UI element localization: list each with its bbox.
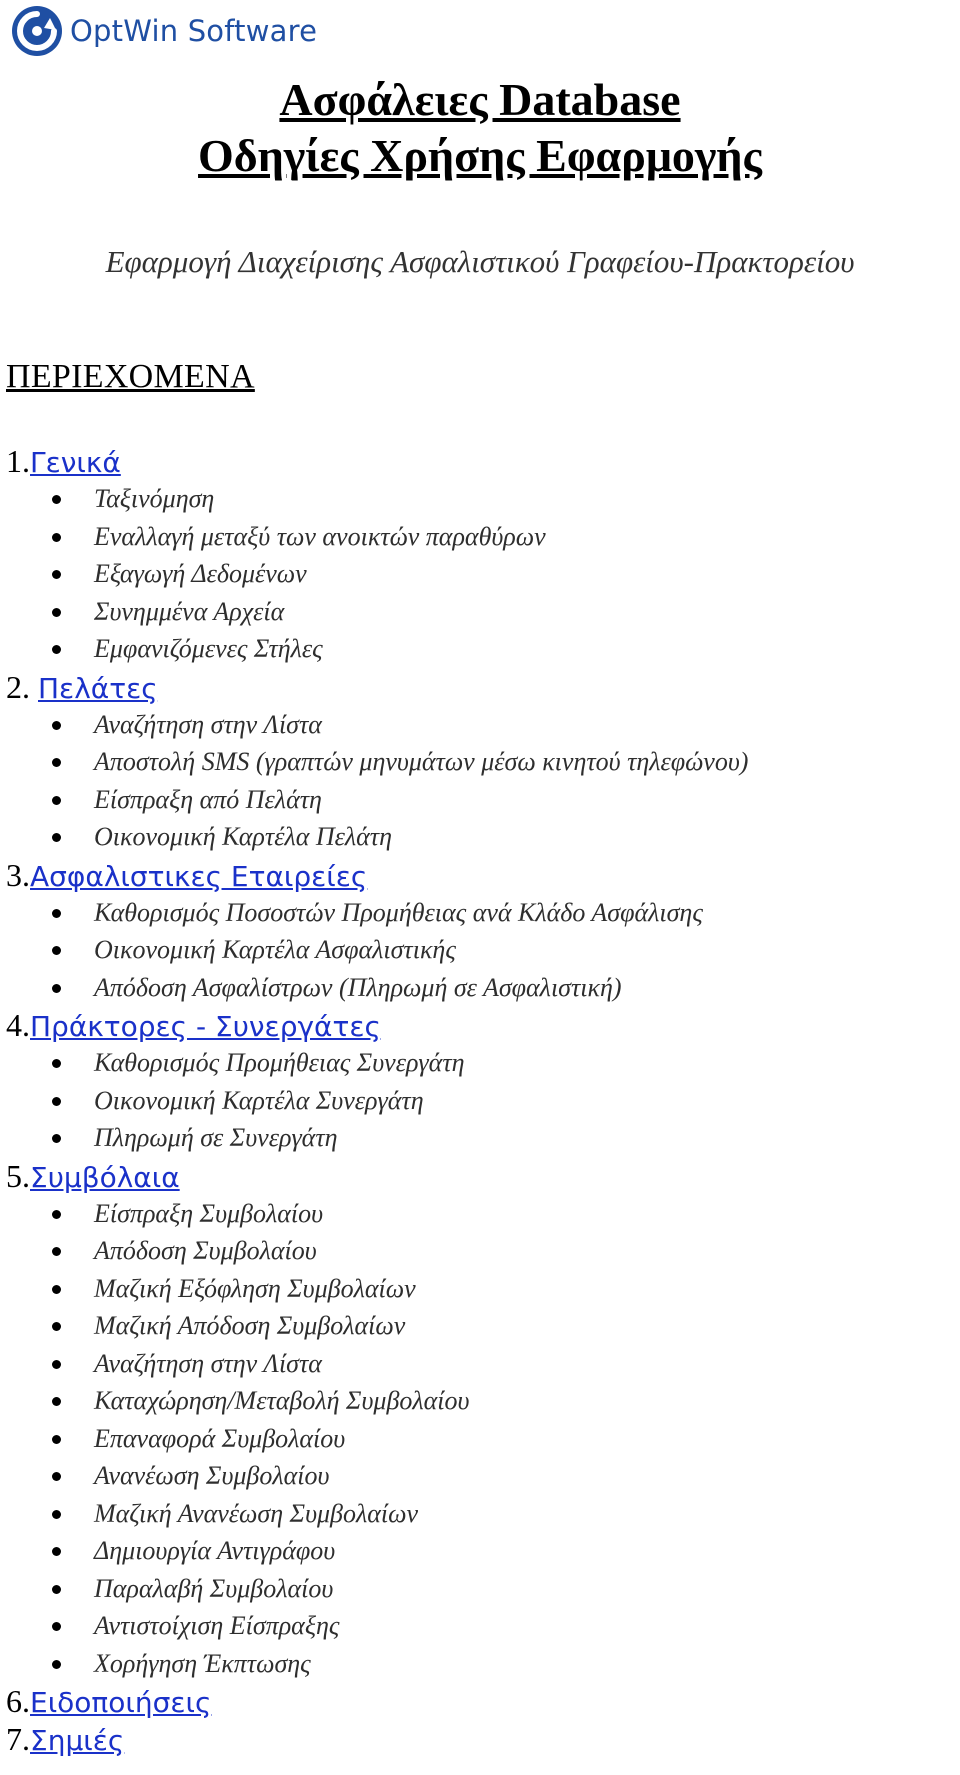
- toc-section-heading: [6, 1720, 956, 1758]
- title-line-2: Οδηγίες Χρήσης Εφαρμογής: [198, 130, 762, 181]
- section-link[interactable]: Ειδοποιήσεις: [30, 1686, 212, 1719]
- list-item: [6, 1082, 956, 1120]
- bullet-icon: [52, 1097, 61, 1106]
- list-item-label: Ταξινόμηση: [94, 484, 215, 513]
- bullet-icon: [52, 1134, 61, 1143]
- list-item-label: Αποστολή SMS (γραπτών μηνυμάτων μέσω κινητού τηλεφώνου): [94, 747, 749, 776]
- list-item-label: Απόδοση Συμβολαίου: [94, 1236, 317, 1265]
- bullet-icon: [52, 1322, 61, 1331]
- list-item: [6, 1270, 956, 1308]
- section-number: 6.: [6, 1683, 30, 1719]
- bullet-icon: [52, 1660, 61, 1669]
- section-items-list: [6, 1195, 956, 1683]
- list-item-label: Καταχώρηση/Μεταβολή Συμβολαίου: [94, 1386, 470, 1415]
- bullet-icon: [52, 1547, 61, 1556]
- table-of-contents: [6, 442, 956, 1758]
- list-item: [6, 894, 956, 932]
- list-item: [6, 593, 956, 631]
- list-item-label: Καθορισμός Ποσοστών Προμήθειας ανά Κλάδο Ασφάλισης: [94, 897, 703, 927]
- section-number: 5.: [6, 1157, 30, 1194]
- section-items-list: [6, 894, 956, 1007]
- toc-section-heading: [6, 856, 956, 894]
- list-item-label: Είσπραξη από Πελάτη: [94, 784, 322, 814]
- list-item: [6, 1420, 956, 1458]
- list-item-label: Πληρωμή σε Συνεργάτη: [94, 1123, 338, 1152]
- list-item-label: Είσπραξη Συμβολαίου: [94, 1198, 324, 1228]
- section-number: 4.: [6, 1007, 30, 1043]
- toc-section-heading: [6, 1682, 956, 1720]
- list-item-label: Μαζική Ανανέωση Συμβολαίων: [94, 1498, 419, 1528]
- bullet-icon: [52, 1285, 61, 1294]
- list-item: [6, 555, 956, 593]
- section-link[interactable]: Σημιές: [30, 1724, 125, 1757]
- section-items-list: [6, 1044, 956, 1157]
- toc-section-heading: [6, 1157, 956, 1195]
- document-subtitle: Εφαρμογή Διαχείρισης Ασφαλιστικού Γραφείου-Πρακτορείου: [105, 244, 855, 279]
- toc-section: [6, 1720, 956, 1758]
- list-item: [6, 1457, 956, 1495]
- section-number: 2.: [6, 668, 38, 705]
- toc-section: [6, 856, 956, 1007]
- list-item: [6, 518, 956, 556]
- list-item: [6, 1119, 956, 1157]
- brand-logo: [10, 2, 317, 60]
- bullet-icon: [52, 1360, 61, 1369]
- toc-section-heading: [6, 1006, 956, 1044]
- bullet-icon: [52, 608, 61, 617]
- section-items-list: [6, 706, 956, 856]
- list-item: [6, 1382, 956, 1420]
- section-link[interactable]: Γενικά: [30, 446, 121, 479]
- list-item: [6, 1232, 956, 1270]
- bullet-icon: [52, 1510, 61, 1519]
- brand-name: OptWin Software: [70, 14, 318, 48]
- bullet-icon: [52, 1059, 61, 1068]
- list-item-label: Συνημμένα Αρχεία: [94, 596, 285, 626]
- list-item-label: Εμφανιζόμενες Στήλες: [94, 634, 323, 663]
- list-item-label: Παραλαβή Συμβολαίου: [94, 1573, 334, 1603]
- toc-section: [6, 1006, 956, 1157]
- list-item-label: Οικονομική Καρτέλα Πελάτη: [94, 822, 392, 851]
- bullet-icon: [52, 946, 61, 955]
- toc-section: [6, 1157, 956, 1683]
- list-item-label: Οικονομική Καρτέλα Ασφαλιστικής: [94, 935, 456, 964]
- list-item: [6, 630, 956, 668]
- list-item: [6, 706, 956, 744]
- list-item: [6, 1607, 956, 1645]
- bullet-icon: [52, 1435, 61, 1444]
- section-link[interactable]: Ασφαλιστικες Εταιρείες: [30, 859, 368, 893]
- list-item-label: Καθορισμός Προμήθειας Συνεργάτη: [94, 1048, 465, 1077]
- list-item: [6, 743, 956, 781]
- bullet-icon: [52, 1622, 61, 1631]
- list-item: [6, 931, 956, 969]
- bullet-icon: [52, 909, 61, 918]
- list-item-label: Αναζήτηση στην Λίστα: [94, 1348, 322, 1378]
- toc-section: [6, 1682, 956, 1720]
- list-item-label: Απόδοση Ασφαλίστρων (Πληρωμή σε Ασφαλιστική): [94, 972, 622, 1002]
- bullet-icon: [52, 645, 61, 654]
- list-item-label: Μαζική Εξόφληση Συμβολαίων: [94, 1273, 416, 1303]
- section-number: 1.: [6, 443, 30, 479]
- document-title: [0, 72, 960, 184]
- list-item: [6, 1044, 956, 1082]
- list-item-label: Επαναφορά Συμβολαίου: [94, 1423, 346, 1453]
- bullet-icon: [52, 495, 61, 504]
- list-item: [6, 818, 956, 856]
- list-item-label: Εξαγωγή Δεδομένων: [94, 559, 307, 588]
- bullet-icon: [52, 533, 61, 542]
- list-item-label: Δημιουργία Αντιγράφου: [94, 1536, 336, 1565]
- bullet-icon: [52, 1210, 61, 1219]
- list-item: [6, 1570, 956, 1608]
- list-item: [6, 1532, 956, 1570]
- bullet-icon: [52, 721, 61, 730]
- contents-heading: ΠΕΡΙΕΧΟΜΕΝΑ: [6, 358, 255, 395]
- list-item-label: Ανανέωση Συμβολαίου: [94, 1461, 330, 1490]
- toc-section: [6, 668, 956, 856]
- section-items-list: [6, 480, 956, 668]
- section-number: 3.: [6, 856, 30, 893]
- list-item: [6, 1645, 956, 1683]
- list-item: [6, 480, 956, 518]
- title-line-1: Ασφάλειες Database: [279, 74, 681, 125]
- list-item: [6, 781, 956, 819]
- bullet-icon: [52, 1397, 61, 1406]
- list-item-label: Μαζική Απόδοση Συμβολαίων: [94, 1311, 406, 1340]
- section-link[interactable]: Πράκτορες - Συνεργάτες: [30, 1010, 381, 1043]
- section-link[interactable]: Συμβόλαια: [30, 1160, 180, 1194]
- optwin-logo-icon: [10, 4, 64, 58]
- bullet-icon: [52, 796, 61, 805]
- list-item: [6, 969, 956, 1007]
- bullet-icon: [52, 758, 61, 767]
- bullet-icon: [52, 984, 61, 993]
- bullet-icon: [52, 833, 61, 842]
- list-item-label: Οικονομική Καρτέλα Συνεργάτη: [94, 1085, 424, 1115]
- list-item-label: Χορήγηση Έκπτωσης: [94, 1648, 311, 1678]
- toc-section-heading: [6, 668, 956, 706]
- list-item: [6, 1345, 956, 1383]
- bullet-icon: [52, 570, 61, 579]
- toc-section-heading: [6, 442, 956, 480]
- bullet-icon: [52, 1585, 61, 1594]
- list-item-label: Αντιστοίχιση Είσπραξης: [94, 1611, 340, 1640]
- list-item: [6, 1195, 956, 1233]
- bullet-icon: [52, 1472, 61, 1481]
- section-link[interactable]: Πελάτες: [38, 671, 158, 705]
- list-item-label: Αναζήτηση στην Λίστα: [94, 709, 322, 739]
- toc-section: [6, 442, 956, 668]
- list-item: [6, 1495, 956, 1533]
- section-number: 7.: [6, 1721, 30, 1757]
- bullet-icon: [52, 1247, 61, 1256]
- list-item: [6, 1307, 956, 1345]
- list-item-label: Εναλλαγή μεταξύ των ανοικτών παραθύρων: [94, 521, 546, 551]
